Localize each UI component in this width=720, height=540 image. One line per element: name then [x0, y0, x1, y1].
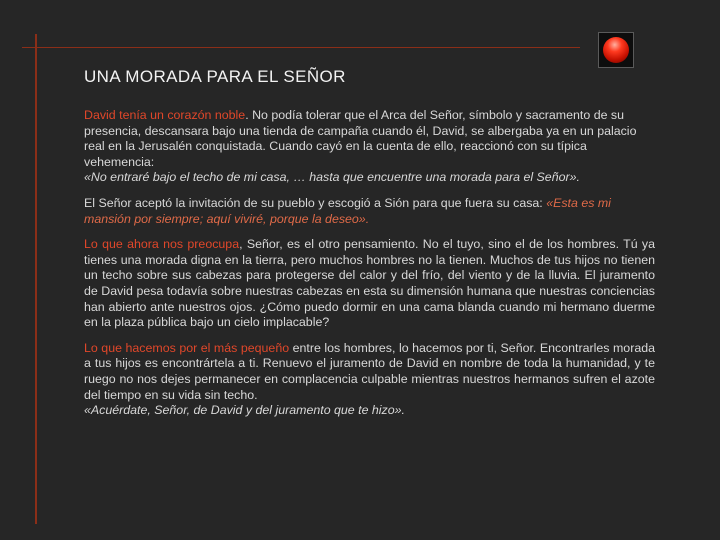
red-ball-icon	[603, 37, 629, 63]
paragraph-2	[84, 196, 655, 227]
paragraph-4-lead: Lo que hacemos por el más pequeño	[84, 340, 290, 355]
paragraph-3-lead: Lo que ahora nos preocupa	[84, 237, 240, 252]
paragraph-2-quote: «Esta es mi mansión por siempre; aquí viviré, porque la deseo».	[84, 195, 611, 226]
paragraph-3	[84, 237, 655, 331]
paragraph-1-quote: «No entraré bajo el techo de mi casa, … hasta que encuentre una morada para el Señor».	[84, 170, 580, 185]
paragraph-2-body: El Señor aceptó la invitación de su pueblo y escogió a Sión para que fuera su casa:	[84, 195, 547, 210]
paragraph-1-lead: David tenía un corazón noble	[84, 108, 246, 122]
paragraph-4-body: entre los hombres, lo hacemos por ti, Señor. Encontrarles morada a tus hijos es encontrártela a ti. Renuevo el juramento de David en nombre de toda la humanidad, y te ruego no nos dejes permanecer en complacencia culpable mientras nuestros hermanos sufren el azote del tiempo en su vida sin techo.	[84, 340, 655, 402]
horizontal-rule	[22, 47, 580, 48]
paragraph-4	[84, 341, 655, 419]
slide-title: UNA MORADA PARA EL SEÑOR	[84, 67, 346, 86]
paragraph-3-body: , Señor, es el otro pensamiento. No el tuyo, sino el de los hombres. Tú ya tienes una morada digna en la tierra, pero muchos hombres no la tienen. Muchos de tus hijos no tienen un techo sobre sus cabezas para protegerse del calor y del frío, del viento y de la lluvia. El juramento de David pesa todavía sobre nuestras cabezas en esta su dimensión humana que nuestras conciencias han abierto ante nuestros ojos. ¿Cómo puedo dormir en una cama blanda cuando mi hermano duerme en la plaza pública bajo un cielo implacable?	[84, 237, 655, 330]
bullet-button	[598, 32, 634, 68]
vertical-rule	[35, 34, 37, 524]
paragraph-4-quote: «Acuérdate, Señor, de David y del juramento que te hizo».	[84, 403, 405, 418]
paragraph-1	[84, 108, 655, 186]
paragraph-1-body: . No podía tolerar que el Arca del Señor, símbolo y sacramento de su presencia, descansara bajo una tienda de campaña cuando él, David, se albergaba ya en un palacio real en la Jerusalén conquistada. Cuando cayó en la cuenta de ello, reaccionó con su típica vehemencia:	[84, 108, 637, 169]
slide-content	[84, 108, 655, 429]
